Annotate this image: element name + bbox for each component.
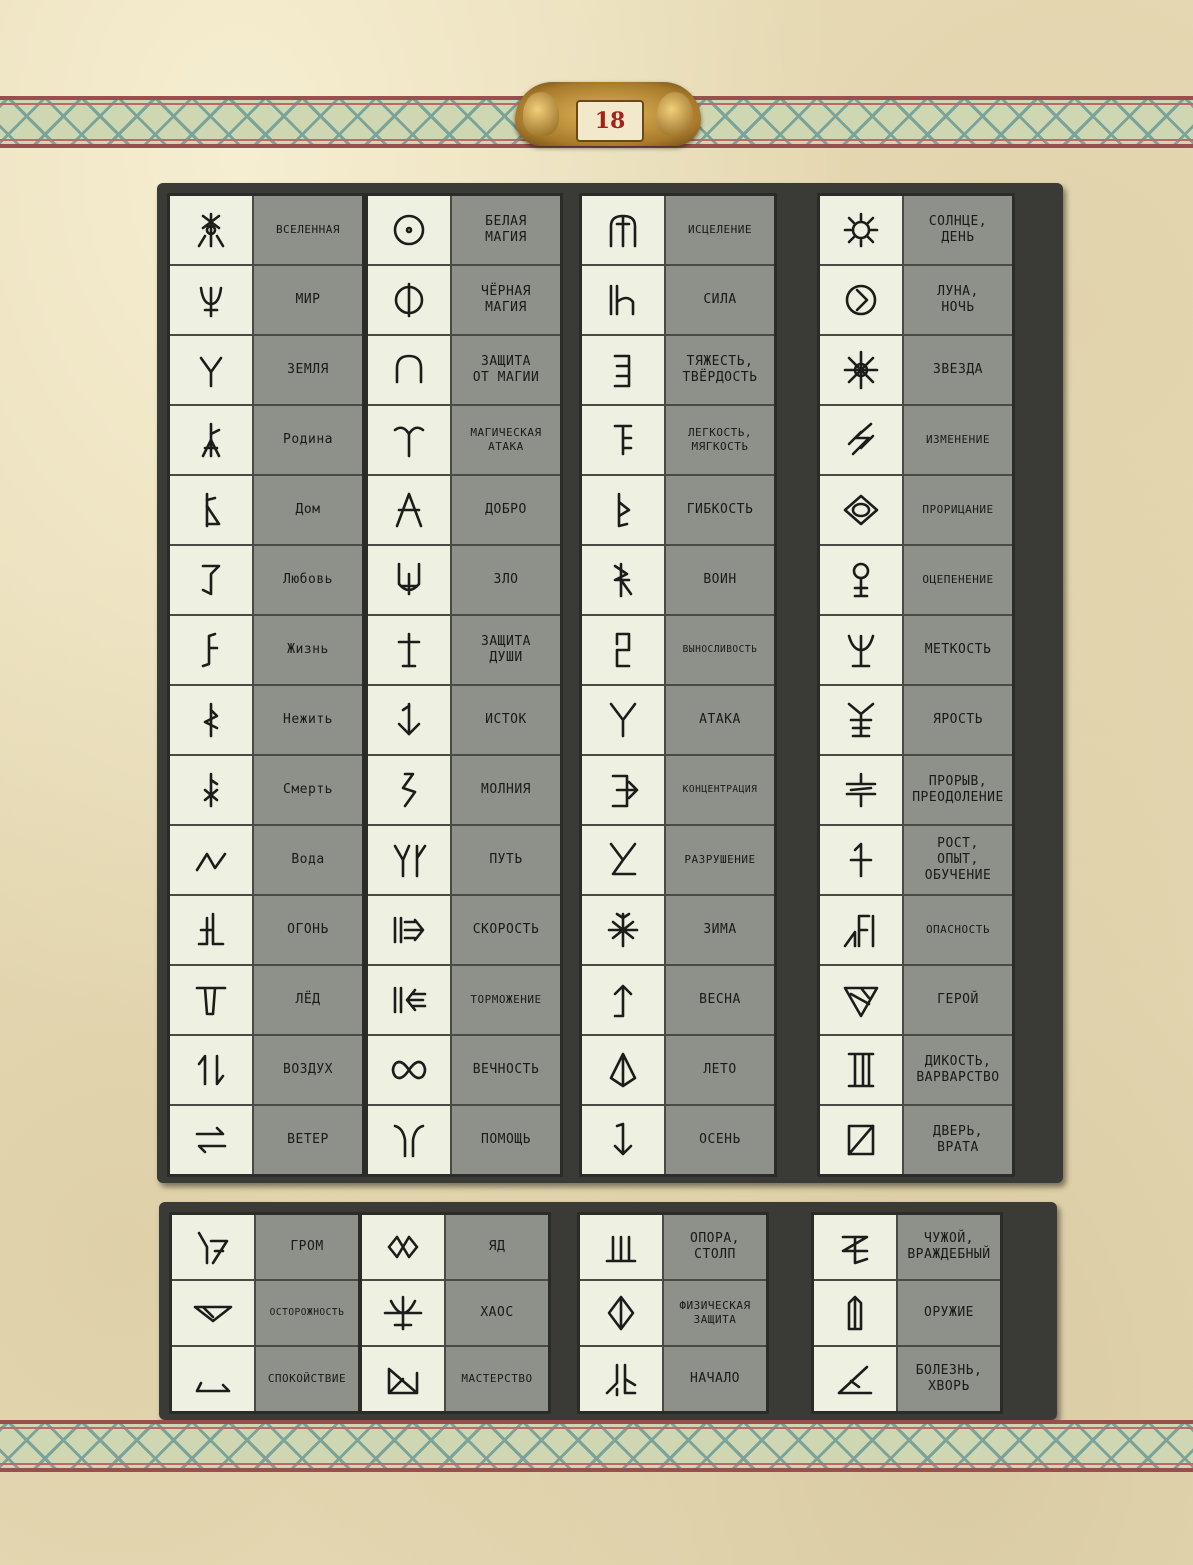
rune-physical-protection-icon: [580, 1281, 664, 1345]
rune-meaning: МИР: [254, 266, 362, 334]
rune-meaning: МАГИЧЕСКАЯ АТАКА: [452, 406, 560, 474]
rune-row: [582, 756, 774, 826]
rune-column-1: [167, 193, 365, 1177]
rune-row: [820, 686, 1012, 756]
rune-world-icon: [170, 266, 254, 334]
rune-row: [362, 1215, 548, 1281]
rune-beginning-icon: [580, 1347, 664, 1411]
rune-autumn-icon: [582, 1106, 666, 1174]
rune-endurance-icon: [582, 616, 666, 684]
rune-row: [368, 826, 560, 896]
rune-row: [820, 266, 1012, 336]
rune-meaning: ДВЕРЬ, ВРАТА: [904, 1106, 1012, 1174]
rune-row: [582, 266, 774, 336]
rune-meaning: ИСЦЕЛЕНИЕ: [666, 196, 774, 264]
rune-door-icon: [820, 1106, 904, 1174]
rune-row: [170, 406, 362, 476]
rune-meaning: ВОИН: [666, 546, 774, 614]
rune-meaning: ЧЁРНАЯ МАГИЯ: [452, 266, 560, 334]
rune-meaning: ВЕСНА: [666, 966, 774, 1034]
rune-meaning: Смерть: [254, 756, 362, 824]
rune-row: [170, 546, 362, 616]
rune-row: [820, 616, 1012, 686]
rune-meaning: ОЦЕПЕНЕНИЕ: [904, 546, 1012, 614]
rune-poison-icon: [362, 1215, 446, 1279]
rune-air-icon: [170, 1036, 254, 1104]
rune-meaning: РАЗРУШЕНИЕ: [666, 826, 774, 894]
rune-change-icon: [820, 406, 904, 474]
rune-star-icon: [820, 336, 904, 404]
rune-meaning: МОЛНИЯ: [452, 756, 560, 824]
rune-row: [170, 476, 362, 546]
rune-life-icon: [170, 616, 254, 684]
rune-helper-icon: [368, 1106, 452, 1174]
rune-flexibility-icon: [582, 476, 666, 544]
rune-column-3: [579, 193, 777, 1177]
rune-pillar-icon: [580, 1215, 664, 1279]
rune-water-icon: [170, 826, 254, 894]
rune-row: [580, 1281, 766, 1347]
rune-strength-icon: [582, 266, 666, 334]
rune-death-icon: [170, 756, 254, 824]
rune-row: [820, 196, 1012, 266]
rune-row: [362, 1281, 548, 1347]
rune-meaning: ГРОМ: [256, 1215, 358, 1279]
rune-winter-icon: [582, 896, 666, 964]
rune-earth-icon: [170, 336, 254, 404]
rune-meaning: МАСТЕРСТВО: [446, 1347, 548, 1411]
rune-column-4: [811, 1212, 1003, 1414]
rune-row: [368, 196, 560, 266]
rune-row: [582, 896, 774, 966]
rune-meaning: ВОЗДУХ: [254, 1036, 362, 1104]
rune-meaning: ГИБКОСТЬ: [666, 476, 774, 544]
rune-meaning: АТАКА: [666, 686, 774, 754]
rune-white-magic-icon: [368, 196, 452, 264]
rune-row: [582, 616, 774, 686]
rune-column-1: [169, 1212, 361, 1414]
rune-danger-icon: [820, 896, 904, 964]
rune-row: [170, 1036, 362, 1106]
rune-row: [580, 1215, 766, 1281]
rune-breakthrough-icon: [820, 756, 904, 824]
rune-evil-icon: [368, 546, 452, 614]
rune-row: [170, 1106, 362, 1174]
rune-lightness-icon: [582, 406, 666, 474]
rune-homeland-icon: [170, 406, 254, 474]
rune-meaning: Любовь: [254, 546, 362, 614]
rune-black-magic-icon: [368, 266, 452, 334]
rune-meaning: Жизнь: [254, 616, 362, 684]
rune-meaning: ЛЕТО: [666, 1036, 774, 1104]
rune-meaning: ОПАСНОСТЬ: [904, 896, 1012, 964]
rune-row: [820, 966, 1012, 1036]
rune-house-icon: [170, 476, 254, 544]
rune-braking-icon: [368, 966, 452, 1034]
rune-path-icon: [368, 826, 452, 894]
rune-row: [170, 896, 362, 966]
rune-table-extra: [159, 1202, 1057, 1420]
rune-ice-icon: [170, 966, 254, 1034]
rune-meaning: СОЛНЦЕ, ДЕНЬ: [904, 196, 1012, 264]
rune-wildness-icon: [820, 1036, 904, 1104]
rune-good-icon: [368, 476, 452, 544]
rune-moon-icon: [820, 266, 904, 334]
rune-meaning: ЗИМА: [666, 896, 774, 964]
rune-row: [582, 826, 774, 896]
rune-row: [170, 826, 362, 896]
rune-fire-icon: [170, 896, 254, 964]
rune-table-main: [157, 183, 1063, 1183]
rune-thunder-icon: [172, 1215, 256, 1279]
rune-row: [814, 1281, 1000, 1347]
rune-row: [170, 966, 362, 1036]
rune-row: [582, 476, 774, 546]
rune-warrior-icon: [582, 546, 666, 614]
rune-row: [368, 546, 560, 616]
rune-summer-icon: [582, 1036, 666, 1104]
rune-row: [582, 196, 774, 266]
rune-numbness-icon: [820, 546, 904, 614]
rune-meaning: ЗВЕЗДА: [904, 336, 1012, 404]
rune-meaning: ВЕЧНОСТЬ: [452, 1036, 560, 1104]
rune-meaning: ПРОРИЦАНИЕ: [904, 476, 1012, 544]
rune-soul-protection-icon: [368, 616, 452, 684]
rune-prophecy-icon: [820, 476, 904, 544]
rune-row: [170, 616, 362, 686]
rune-meaning: ОСЕНЬ: [666, 1106, 774, 1174]
rune-meaning: ХАОС: [446, 1281, 548, 1345]
rune-undead-icon: [170, 686, 254, 754]
rune-meaning: ЛЁД: [254, 966, 362, 1034]
griffin-left-icon: [523, 92, 559, 136]
rune-column-3: [577, 1212, 769, 1414]
rune-meaning: ЯД: [446, 1215, 548, 1279]
rune-meaning: ОГОНЬ: [254, 896, 362, 964]
rune-meaning: ДОБРО: [452, 476, 560, 544]
rune-meaning: Дом: [254, 476, 362, 544]
rune-meaning: СПОКОЙСТВИЕ: [256, 1347, 358, 1411]
rune-row: [820, 546, 1012, 616]
rune-row: [170, 336, 362, 406]
rune-mastery-icon: [362, 1347, 446, 1411]
rune-stranger-icon: [814, 1215, 898, 1279]
rune-row: [368, 1106, 560, 1174]
rune-meaning: ЗЛО: [452, 546, 560, 614]
rune-meaning: ПУТЬ: [452, 826, 560, 894]
rune-row: [582, 546, 774, 616]
rune-meaning: Нежить: [254, 686, 362, 754]
rune-meaning: ТОРМОЖЕНИЕ: [452, 966, 560, 1034]
rune-row: [582, 1106, 774, 1174]
rune-calm-icon: [172, 1347, 256, 1411]
rune-row: [172, 1215, 358, 1281]
rune-meaning: ИСТОК: [452, 686, 560, 754]
rune-column-2: [365, 193, 563, 1177]
rune-concentration-icon: [582, 756, 666, 824]
rune-meaning: Родина: [254, 406, 362, 474]
rune-row: [368, 686, 560, 756]
rune-row: [170, 756, 362, 826]
rune-row: [170, 686, 362, 756]
rune-row: [820, 476, 1012, 546]
rune-spring-icon: [582, 966, 666, 1034]
rune-meaning: НАЧАЛО: [664, 1347, 766, 1411]
rune-speed-icon: [368, 896, 452, 964]
rune-meaning: ВСЕЛЕННАЯ: [254, 196, 362, 264]
rune-hero-icon: [820, 966, 904, 1034]
rune-row: [814, 1347, 1000, 1411]
rune-wind-icon: [170, 1106, 254, 1174]
rune-lightning-icon: [368, 756, 452, 824]
rune-row: [580, 1347, 766, 1411]
rune-meaning: ГЕРОЙ: [904, 966, 1012, 1034]
rune-row: [814, 1215, 1000, 1281]
rune-attack-icon: [582, 686, 666, 754]
rune-meaning: ПОМОЩЬ: [452, 1106, 560, 1174]
rune-meaning: ИЗМЕНЕНИЕ: [904, 406, 1012, 474]
rune-caution-icon: [172, 1281, 256, 1345]
rune-row: [582, 686, 774, 756]
rune-row: [368, 406, 560, 476]
rune-sun-icon: [820, 196, 904, 264]
rune-meaning: ФИЗИЧЕСКАЯ ЗАЩИТА: [664, 1281, 766, 1345]
rune-row: [820, 1106, 1012, 1174]
rune-row: [820, 336, 1012, 406]
rune-row: [820, 896, 1012, 966]
page-number: 18: [576, 100, 644, 142]
rune-row: [820, 756, 1012, 826]
rune-meaning: ЗЕМЛЯ: [254, 336, 362, 404]
rune-row: [368, 336, 560, 406]
rune-row: [582, 406, 774, 476]
rune-row: [368, 616, 560, 686]
rune-meaning: БЕЛАЯ МАГИЯ: [452, 196, 560, 264]
rune-row: [820, 826, 1012, 896]
rune-magic-attack-icon: [368, 406, 452, 474]
rune-universe-icon: [170, 196, 254, 264]
rune-meaning: ЛУНА, НОЧЬ: [904, 266, 1012, 334]
rune-row: [172, 1347, 358, 1411]
ornamental-border-bottom: [0, 1420, 1193, 1472]
rune-row: [368, 756, 560, 826]
rune-meaning: СИЛА: [666, 266, 774, 334]
rune-meaning: ОРУЖИЕ: [898, 1281, 1000, 1345]
griffin-right-icon: [657, 92, 693, 136]
rune-eternity-icon: [368, 1036, 452, 1104]
rune-destruction-icon: [582, 826, 666, 894]
rune-meaning: ЛЕГКОСТЬ, МЯГКОСТЬ: [666, 406, 774, 474]
rune-accuracy-icon: [820, 616, 904, 684]
rune-row: [820, 406, 1012, 476]
rune-row: [368, 476, 560, 546]
rune-row: [172, 1281, 358, 1347]
rune-growth-icon: [820, 826, 904, 894]
rune-row: [368, 896, 560, 966]
rune-row: [368, 266, 560, 336]
rune-meaning: МЕТКОСТЬ: [904, 616, 1012, 684]
rune-meaning: ВЫНОСЛИВОСТЬ: [666, 616, 774, 684]
rune-love-icon: [170, 546, 254, 614]
rune-column-4: [817, 193, 1015, 1177]
rune-chaos-icon: [362, 1281, 446, 1345]
rune-meaning: ЯРОСТЬ: [904, 686, 1012, 754]
rune-meaning: ВЕТЕР: [254, 1106, 362, 1174]
rune-meaning: ТЯЖЕСТЬ, ТВЁРДОСТЬ: [666, 336, 774, 404]
rune-row: [368, 1036, 560, 1106]
rune-weapon-icon: [814, 1281, 898, 1345]
rune-meaning: ЗАЩИТА ОТ МАГИИ: [452, 336, 560, 404]
rune-row: [582, 1036, 774, 1106]
rune-column-2: [359, 1212, 551, 1414]
rune-meaning: ДИКОСТЬ, ВАРВАРСТВО: [904, 1036, 1012, 1104]
rune-source-icon: [368, 686, 452, 754]
rune-row: [368, 966, 560, 1036]
rune-meaning: КОНЦЕНТРАЦИЯ: [666, 756, 774, 824]
rune-row: [582, 336, 774, 406]
rune-rage-icon: [820, 686, 904, 754]
rune-magic-protection-icon: [368, 336, 452, 404]
rune-row: [362, 1347, 548, 1411]
rune-row: [170, 196, 362, 266]
rune-meaning: ОСТОРОЖНОСТЬ: [256, 1281, 358, 1345]
rune-meaning: ПРОРЫВ, ПРЕОДОЛЕНИЕ: [904, 756, 1012, 824]
rune-row: [170, 266, 362, 336]
rune-meaning: ЧУЖОЙ, ВРАЖДЕБНЫЙ: [898, 1215, 1000, 1279]
rune-row: [820, 1036, 1012, 1106]
rune-healing-icon: [582, 196, 666, 264]
rune-meaning: БОЛЕЗНЬ, ХВОРЬ: [898, 1347, 1000, 1411]
rune-meaning: ЗАЩИТА ДУШИ: [452, 616, 560, 684]
rune-disease-icon: [814, 1347, 898, 1411]
rune-meaning: СКОРОСТЬ: [452, 896, 560, 964]
rune-row: [582, 966, 774, 1036]
rune-meaning: Вода: [254, 826, 362, 894]
rune-meaning: ОПОРА, СТОЛП: [664, 1215, 766, 1279]
rune-meaning: РОСТ, ОПЫТ, ОБУЧЕНИЕ: [904, 826, 1012, 894]
rune-heaviness-icon: [582, 336, 666, 404]
